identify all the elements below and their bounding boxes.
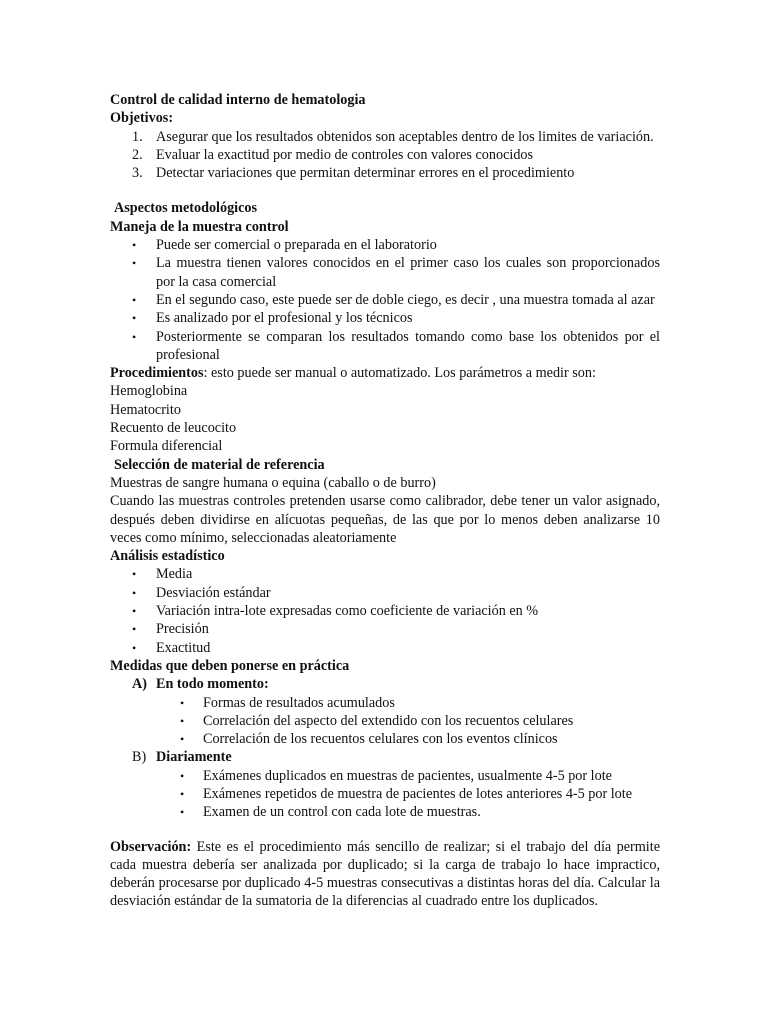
list-number: 1. xyxy=(132,128,143,145)
document-page xyxy=(110,91,660,911)
observacion-paragraph xyxy=(110,838,660,911)
list-item-text: Asegurar que los resultados obtenidos son aceptables dentro de los limites de variación. xyxy=(156,128,654,145)
list-item xyxy=(110,767,660,785)
list-item xyxy=(110,639,660,657)
list-item-text: Correlación de los recuentos celulares con los eventos clínicos xyxy=(203,731,558,748)
medidas-section-b-list xyxy=(110,767,660,822)
bullet-icon: • xyxy=(132,292,137,307)
bullet-icon: • xyxy=(180,695,185,710)
aspectos-heading: Aspectos metodológicos xyxy=(114,200,258,217)
bullet-icon: • xyxy=(132,604,137,619)
procedimientos-label: Procedimientos xyxy=(110,365,204,382)
list-item xyxy=(110,146,660,164)
section-label: En todo momento: xyxy=(156,676,269,693)
list-item-text: Exámenes duplicados en muestras de pacientes, usualmente 4-5 por lote xyxy=(203,767,612,784)
analisis-list xyxy=(110,565,660,656)
bullet-icon: • xyxy=(132,567,137,582)
list-item-text: Detectar variaciones que permitan determinar errores en el procedimiento xyxy=(156,165,575,182)
bullet-icon: • xyxy=(132,622,137,637)
list-item xyxy=(110,291,660,309)
list-item-text: Desviación estándar xyxy=(156,584,271,601)
list-item xyxy=(110,565,660,583)
list-item xyxy=(110,164,660,182)
medidas-heading: Medidas que deben ponerse en práctica xyxy=(110,657,350,674)
list-item-text: Media xyxy=(156,566,193,583)
list-number: 3. xyxy=(132,165,143,182)
list-item xyxy=(110,785,660,803)
objetivos-list xyxy=(110,128,660,183)
bullet-icon: • xyxy=(132,585,137,600)
list-item-text: Precisión xyxy=(156,621,209,638)
list-item-text: En el segundo caso, este puede ser de doble ciego, es decir , una muestra tomada al azar xyxy=(156,291,655,308)
list-item-text: La muestra tienen valores conocidos en el primer caso los cuales son proporcionados por la casa comercial xyxy=(156,255,660,290)
list-item-text: Exactitud xyxy=(156,639,211,656)
seleccion-line: Muestras de sangre humana o equina (caballo o de burro) xyxy=(110,474,436,491)
list-item xyxy=(110,712,660,730)
list-item xyxy=(110,803,660,821)
bullet-icon: • xyxy=(132,311,137,326)
bullet-icon: • xyxy=(132,640,137,655)
section-marker: A) xyxy=(132,676,147,693)
list-item-text: Evaluar la exactitud por medio de controles con valores conocidos xyxy=(156,146,534,163)
list-item xyxy=(110,730,660,748)
list-item xyxy=(110,254,660,291)
list-item-text: Examen de un control con cada lote de muestras. xyxy=(203,804,481,821)
aspectos-subheading: Maneja de la muestra control xyxy=(110,218,289,235)
list-item xyxy=(110,328,660,365)
seleccion-paragraph: Cuando las muestras controles pretenden usarse como calibrador, debe tener un valor asignado, después deben dividirse en alícuotas pequeñas, de las que por lo menos deben analizarse 10 veces como mínimo, seleccionadas aleatoriamente xyxy=(110,493,660,546)
list-item xyxy=(110,128,660,146)
bullet-icon: • xyxy=(132,329,137,344)
medidas-section-a-list xyxy=(110,694,660,749)
section-label: Diariamente xyxy=(156,749,232,766)
list-item xyxy=(110,236,660,254)
bullet-icon: • xyxy=(132,238,137,253)
list-item xyxy=(110,602,660,620)
param-item: Formula diferencial xyxy=(110,438,223,455)
list-item-text: Formas de resultados acumulados xyxy=(203,694,395,711)
document-title: Control de calidad interno de hematologia xyxy=(110,92,366,108)
list-item xyxy=(110,584,660,602)
analisis-heading: Análisis estadístico xyxy=(110,548,225,565)
list-item-text: Posteriormente se comparan los resultados tomando como base los obtenidos por el profesional xyxy=(156,328,660,363)
list-item-text: Exámenes repetidos de muestra de pacientes de lotes anteriores 4-5 por lote xyxy=(203,785,633,802)
observacion-text: Este es el procedimiento más sencillo de realizar; si el trabajo del día permite cada muestra debería ser analizada por duplicado; si la carga de trabajo lo hace impractico, deberán procesarse por duplicado 4-5 muestras consecutivas a distintas horas del día. Calcular la desviación estándar de la sumatoria de la diferencias al cuadrado entre los duplicados. xyxy=(110,838,660,910)
list-item-text: Es analizado por el profesional y los técnicos xyxy=(156,310,413,327)
procedimientos-line xyxy=(110,364,660,382)
bullet-icon: • xyxy=(132,256,137,271)
list-item-text: Variación intra-lote expresadas como coeficiente de variación en % xyxy=(156,603,539,620)
param-item: Hematocrito xyxy=(110,401,181,418)
bullet-icon: • xyxy=(180,732,185,747)
spacer xyxy=(110,182,660,199)
bullet-icon: • xyxy=(180,713,185,728)
objetivos-heading: Objetivos: xyxy=(110,110,174,127)
observacion-label: Observación: xyxy=(110,838,192,855)
medidas-section-a-heading xyxy=(110,675,660,693)
spacer xyxy=(110,822,660,838)
bullet-icon: • xyxy=(180,768,185,783)
procedimientos-text: : esto puede ser manual o automatizado. Los parámetros a medir son: xyxy=(203,365,596,382)
param-item: Recuento de leucocito xyxy=(110,420,237,437)
aspectos-list xyxy=(110,236,660,364)
seleccion-heading: Selección de material de referencia xyxy=(114,456,325,473)
bullet-icon: • xyxy=(180,805,185,820)
bullet-icon: • xyxy=(180,786,185,801)
section-marker: B) xyxy=(132,749,147,766)
medidas-section-b-heading xyxy=(110,748,660,766)
list-item xyxy=(110,694,660,712)
list-item-text: Correlación del aspecto del extendido con los recuentos celulares xyxy=(203,712,574,729)
list-item-text: Puede ser comercial o preparada en el laboratorio xyxy=(156,237,437,254)
list-item xyxy=(110,309,660,327)
list-item xyxy=(110,620,660,638)
list-number: 2. xyxy=(132,146,143,163)
param-item: Hemoglobina xyxy=(110,383,188,400)
